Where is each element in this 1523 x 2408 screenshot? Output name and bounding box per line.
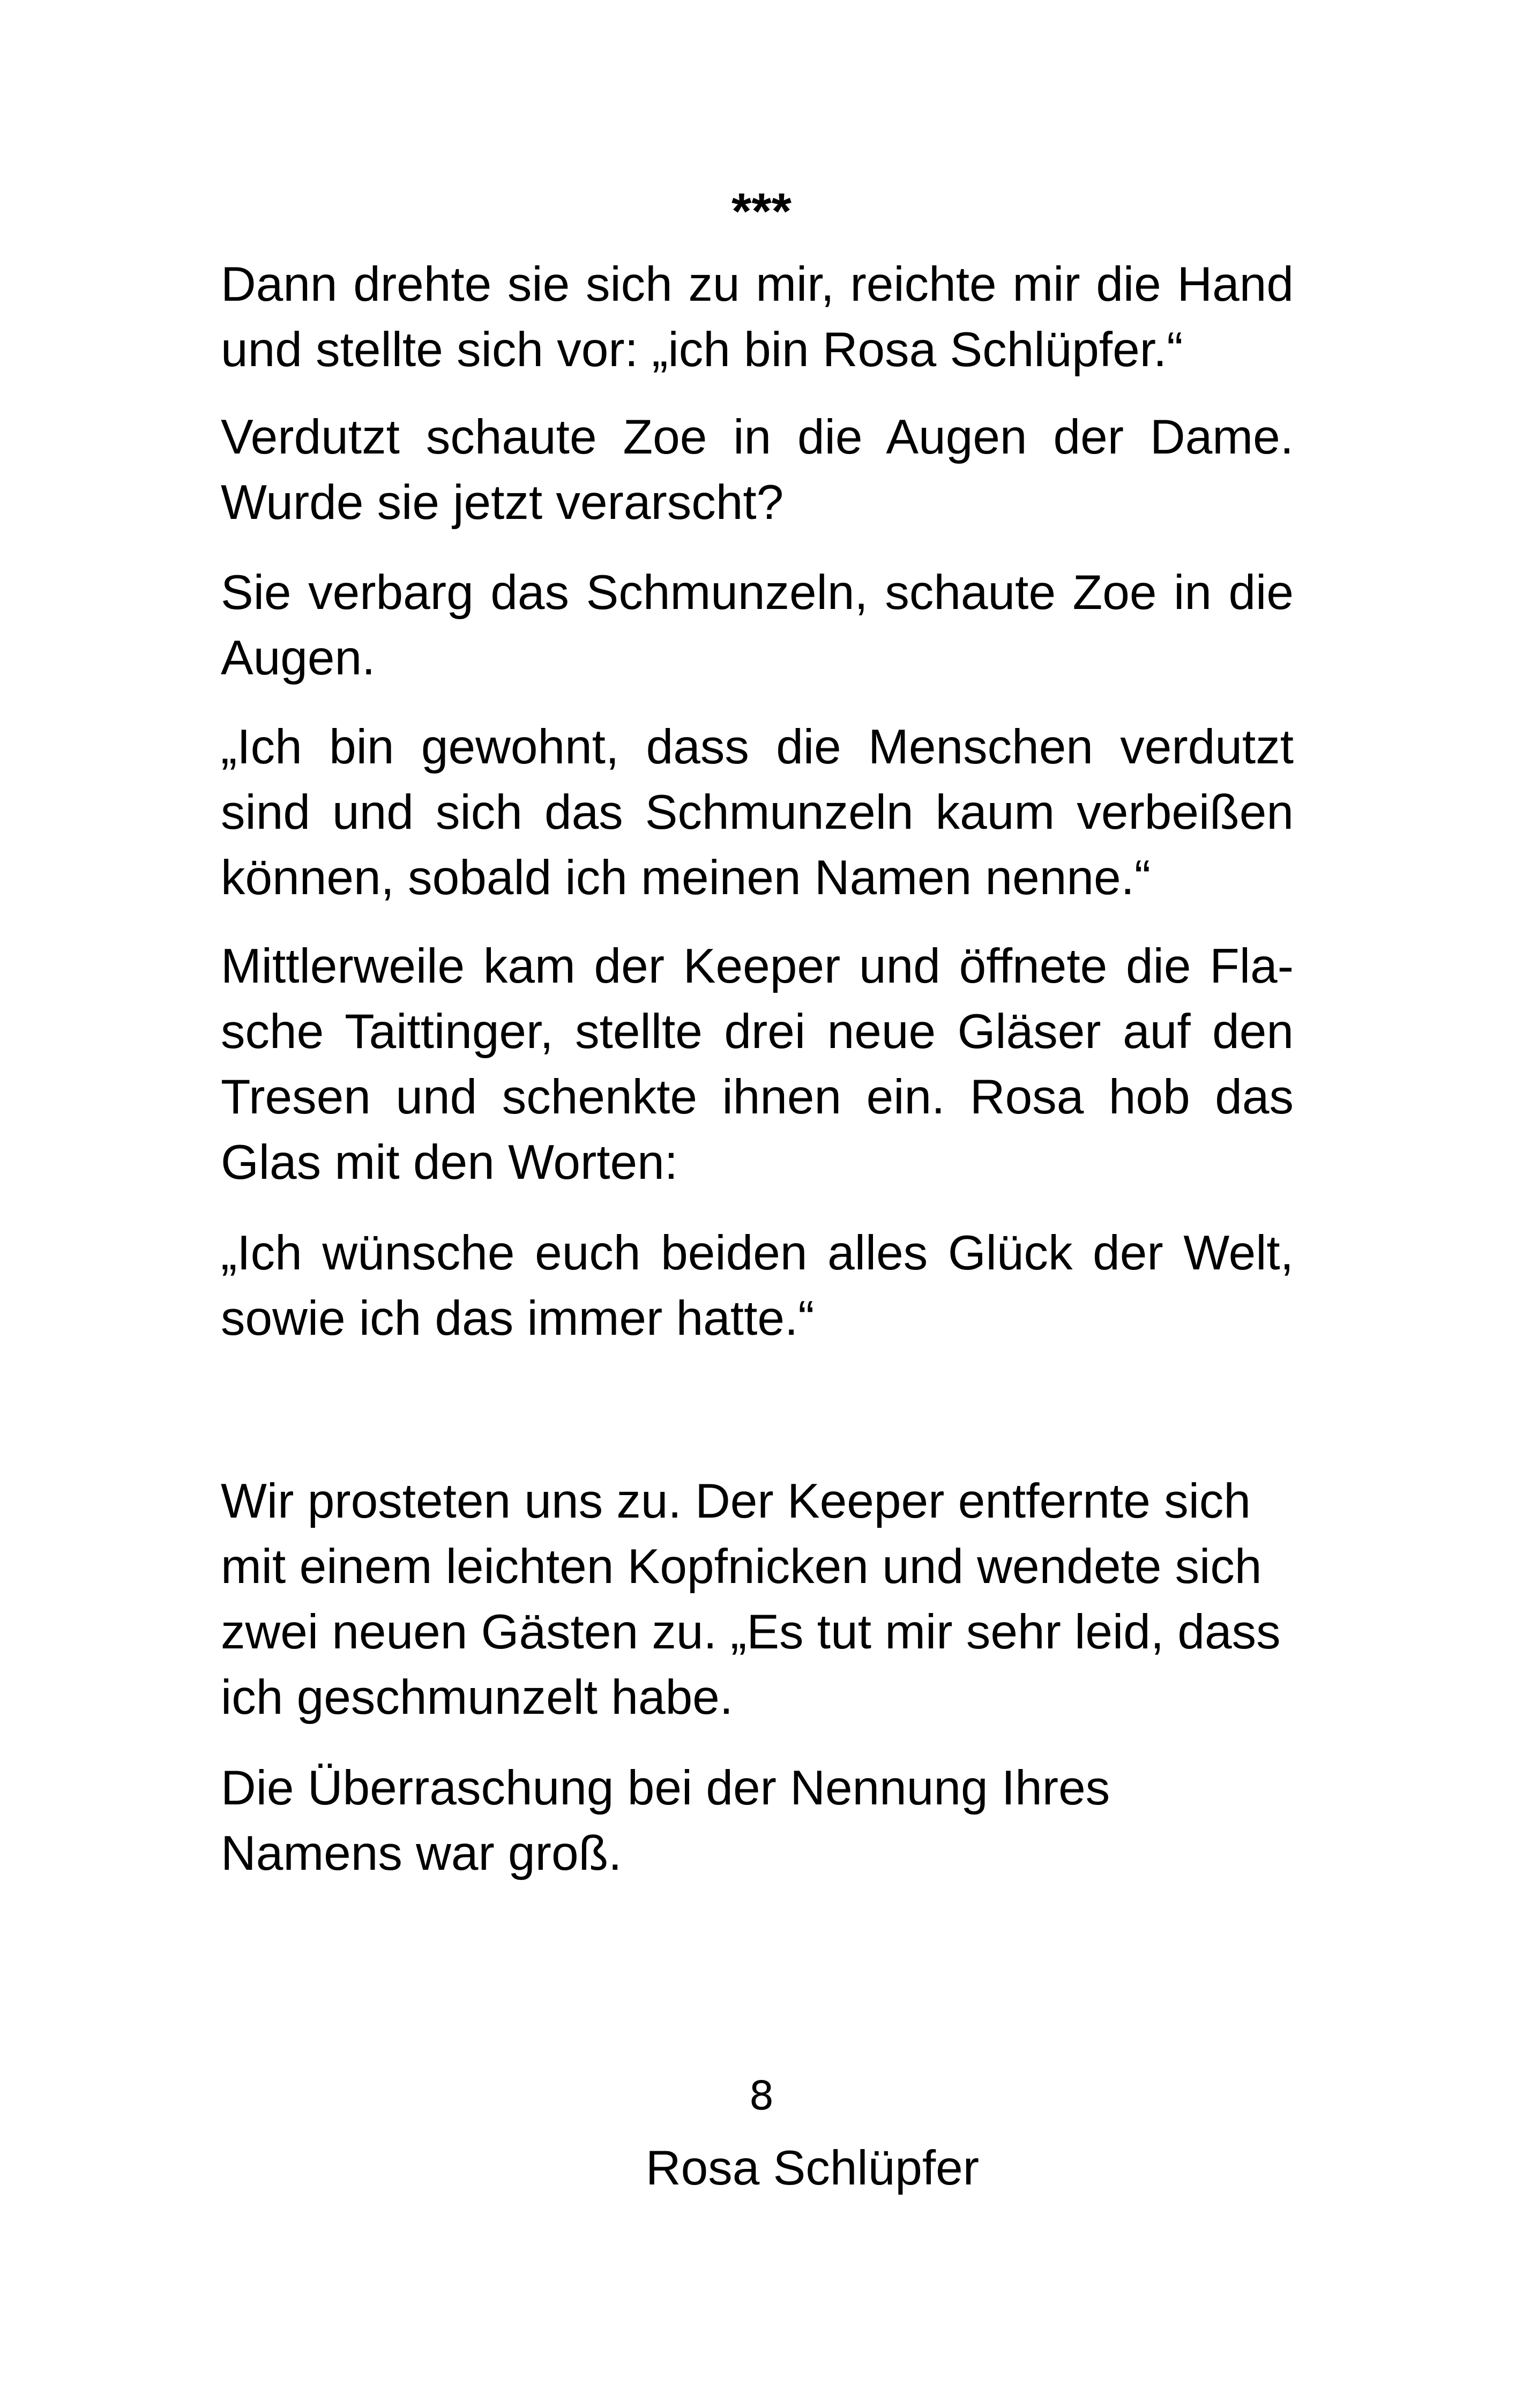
paragraph-7: Wir prosteten uns zu. Der Keeper entfernte sich mit einem leichten Kopfnicken und wendete sich zwei neuen Gästen zu. „Es tut mir sehr leid, dass ich geschmunzelt habe.: [221, 1474, 1281, 1725]
paragraph-3: Sie verbarg das Schmunzeln, schaute Zoe in die Augen.: [221, 566, 1294, 685]
paragraph-4: „Ich bin gewohnt, dass die Menschen verdutzt sind und sich das Schmunzeln kaum verbeißen können, sobald ich meinen Namen nenne.“: [221, 720, 1294, 905]
paragraph-5: Mittlerweile kam der Keeper und öffnete die Flasche Taittinger, stellte drei neue Gläser auf den Tresen und schenkte ihnen ein. Rosa hob das Glas mit den Worten:: [221, 939, 1294, 1190]
footer-book-title: Rosa Schlüpfer: [645, 2141, 980, 2195]
paragraph-8: Die Überraschung bei der Nennung Ihres Namens war groß.: [221, 1761, 1110, 1881]
paragraph-2: Verdutzt schaute Zoe in die Augen der Dame. Wurde sie jetzt verarscht?: [221, 410, 1294, 530]
paragraph-1: Dann drehte sie sich zu mir, reichte mir die Hand und stellte sich vor: „ich bin Rosa Schlüpfer.“: [221, 257, 1294, 377]
paragraph-6: „Ich wünsche euch beiden alles Glück der Welt, sowie ich das immer hatte.“: [221, 1226, 1294, 1346]
section-separator: ***: [731, 183, 792, 240]
page-number: 8: [749, 2073, 774, 2119]
